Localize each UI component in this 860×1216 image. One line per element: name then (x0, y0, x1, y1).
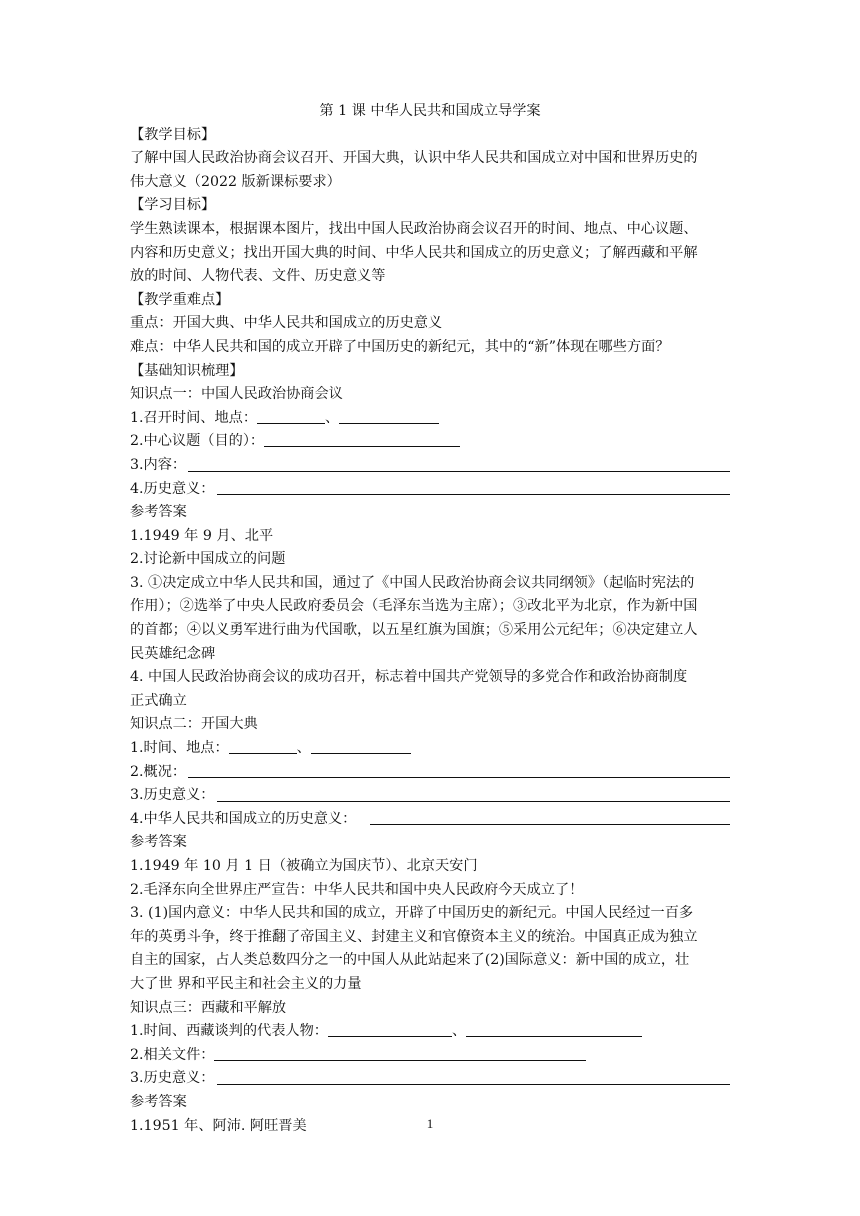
k2-q1-sep: 、 (296, 740, 311, 757)
k1-answer-3-line-3: 的首都；④以义勇军进行曲为代国歌，以五星红旗为国旗；⑤采用公元纪年；⑥决定建立人 (130, 622, 698, 639)
k2-q1-label: 1.时间、地点： (130, 740, 229, 757)
goals-text-2: 伟大意义（2022 版新课标要求） (130, 173, 341, 190)
k2-answer-3-line-2: 年的英勇斗争，终于推翻了帝国主义、封建主义和官僚资本主义的统治。中国真正成为独立 (130, 928, 698, 945)
k1-heading: 知识点一：中国人民政治协商会议 (130, 386, 343, 403)
k1-question-1 (130, 407, 730, 431)
k1-q3-blank[interactable] (188, 471, 730, 472)
k1-answer-2: 2.讨论新中国成立的问题 (130, 551, 286, 568)
k1-q4-label: 4.历史意义： (130, 480, 215, 497)
k1-answer-3-line-4: 民英雄纪念碑 (130, 645, 216, 662)
k3-q1-sep: 、 (451, 1023, 467, 1040)
page-title: 第 1 课 中华人民共和国成立导学案 (319, 103, 541, 119)
k2-answer-1: 1.1949 年 10 月 1 日（被确立为国庆节）、北京天安门 (130, 858, 478, 874)
key-points-heading: 【教学重难点】 (130, 291, 230, 308)
k1-answer-3-line-1: 3. ①决定成立中华人民共和国，通过了《中国人民政治协商会议共同纲领》（起临时宪法的 (130, 574, 695, 591)
k2-q1-blank-time[interactable] (229, 739, 297, 754)
learning-text-1: 学生熟读课本，根据课本图片，找出中国人民政治协商会议召开的时间、地点、中心议题、 (130, 220, 698, 237)
k1-q2-label: 2.中心议题（目的）： (130, 433, 265, 450)
k3-q1-blank-person[interactable] (466, 1022, 642, 1037)
k2-q3-label: 3.历史意义： (130, 787, 215, 804)
k2-heading: 知识点二：开国大典 (130, 716, 258, 733)
k2-answer-3-line-4: 大了世 界和平民主和社会主义的力量 (130, 975, 362, 992)
basic-knowledge-heading: 【基础知识梳理】 (130, 362, 244, 379)
k3-question-2 (130, 1044, 730, 1068)
k1-question-3 (130, 454, 730, 478)
k1-answer-4-line-1: 4. 中国人民政治协商会议的成功召开，标志着中国共产党领导的多党合作和政治协商制度 (130, 669, 688, 686)
k3-question-3 (130, 1067, 730, 1091)
k2-question-4 (130, 808, 730, 832)
k1-q1-sep: 、 (325, 409, 340, 426)
k3-q1-blank-time[interactable] (328, 1022, 452, 1037)
k1-q4-blank[interactable] (217, 494, 730, 495)
k1-question-2 (130, 430, 730, 454)
k1-answer-heading: 参考答案 (130, 504, 187, 521)
k2-q2-label: 2.概况： (130, 763, 187, 780)
k3-q2-label: 2.相关文件： (130, 1046, 215, 1063)
learning-heading: 【学习目标】 (130, 197, 216, 214)
k2-question-3 (130, 784, 730, 808)
k2-answer-2: 2.毛泽东向全世界庄严宣告：中华人民共和国中央人民政府今天成立了！ (130, 881, 584, 898)
goals-heading: 【教学目标】 (130, 126, 216, 143)
k3-q2-blank[interactable] (214, 1046, 586, 1061)
k1-q3-label: 3.内容： (130, 456, 187, 473)
k3-question-1 (130, 1020, 730, 1044)
k1-answer-1: 1.1949 年 9 月、北平 (130, 527, 274, 544)
goals-text-1: 了解中国人民政治协商会议召开、开国大典，认识中华人民共和国成立对中国和世界历史的 (130, 150, 698, 167)
document-page (130, 100, 730, 1138)
k1-q1-label: 1.召开时间、地点： (130, 409, 258, 426)
k2-q4-blank[interactable] (370, 824, 730, 825)
k3-heading: 知识点三：西藏和平解放 (130, 999, 287, 1016)
k2-answer-3-line-3: 自主的国家，占人类总数四分之一的中国人从此站起来了(2)国际意义：新中国的成立，壮 (130, 952, 690, 969)
k1-answer-4-line-2: 正式确立 (130, 692, 187, 709)
k2-q3-blank[interactable] (217, 801, 730, 802)
k1-q1-blank-time[interactable] (257, 409, 325, 424)
k2-question-1 (130, 737, 730, 761)
k3-q1-label: 1.时间、西藏谈判的代表人物： (130, 1023, 328, 1040)
page-number: 1 (426, 1116, 434, 1131)
k3-q3-label: 3.历史意义： (130, 1070, 215, 1087)
k2-question-2 (130, 761, 730, 785)
k1-q1-blank-place[interactable] (339, 409, 439, 424)
k1-answer-3-line-2: 作用）；②选举了中央人民政府委员会（毛泽东当选为主席）；③改北平为北京，作为新中国 (130, 598, 698, 615)
k2-answer-3-line-1: 3. (1)国内意义：中华人民共和国的成立，开辟了中国历史的新纪元。中国人民经过一百多 (130, 905, 694, 922)
k3-answer-1: 1.1951 年、阿沛. 阿旺晋美 (130, 1117, 307, 1134)
learning-text-2: 内容和历史意义；找出开国大典的时间、中华人民共和国成立的历史意义；了解西藏和平解 (130, 244, 698, 261)
k3-q3-blank[interactable] (217, 1084, 730, 1085)
k2-q4-label: 4.中华人民共和国成立的历史意义： (130, 810, 357, 827)
difficult-point-text: 难点：中华人民共和国的成立开辟了中国历史的新纪元，其中的“新”体现在哪些方面？ (130, 338, 670, 355)
k2-answer-heading: 参考答案 (130, 834, 187, 851)
learning-text-3: 放的时间、人物代表、文件、历史意义等 (130, 268, 386, 285)
k1-q2-blank[interactable] (264, 432, 460, 447)
k3-answer-heading: 参考答案 (130, 1093, 187, 1110)
k1-question-4 (130, 478, 730, 502)
k2-q2-blank[interactable] (188, 777, 730, 778)
k2-q1-blank-place[interactable] (311, 739, 411, 754)
key-point-text: 重点：开国大典、中华人民共和国成立的历史意义 (130, 315, 443, 332)
